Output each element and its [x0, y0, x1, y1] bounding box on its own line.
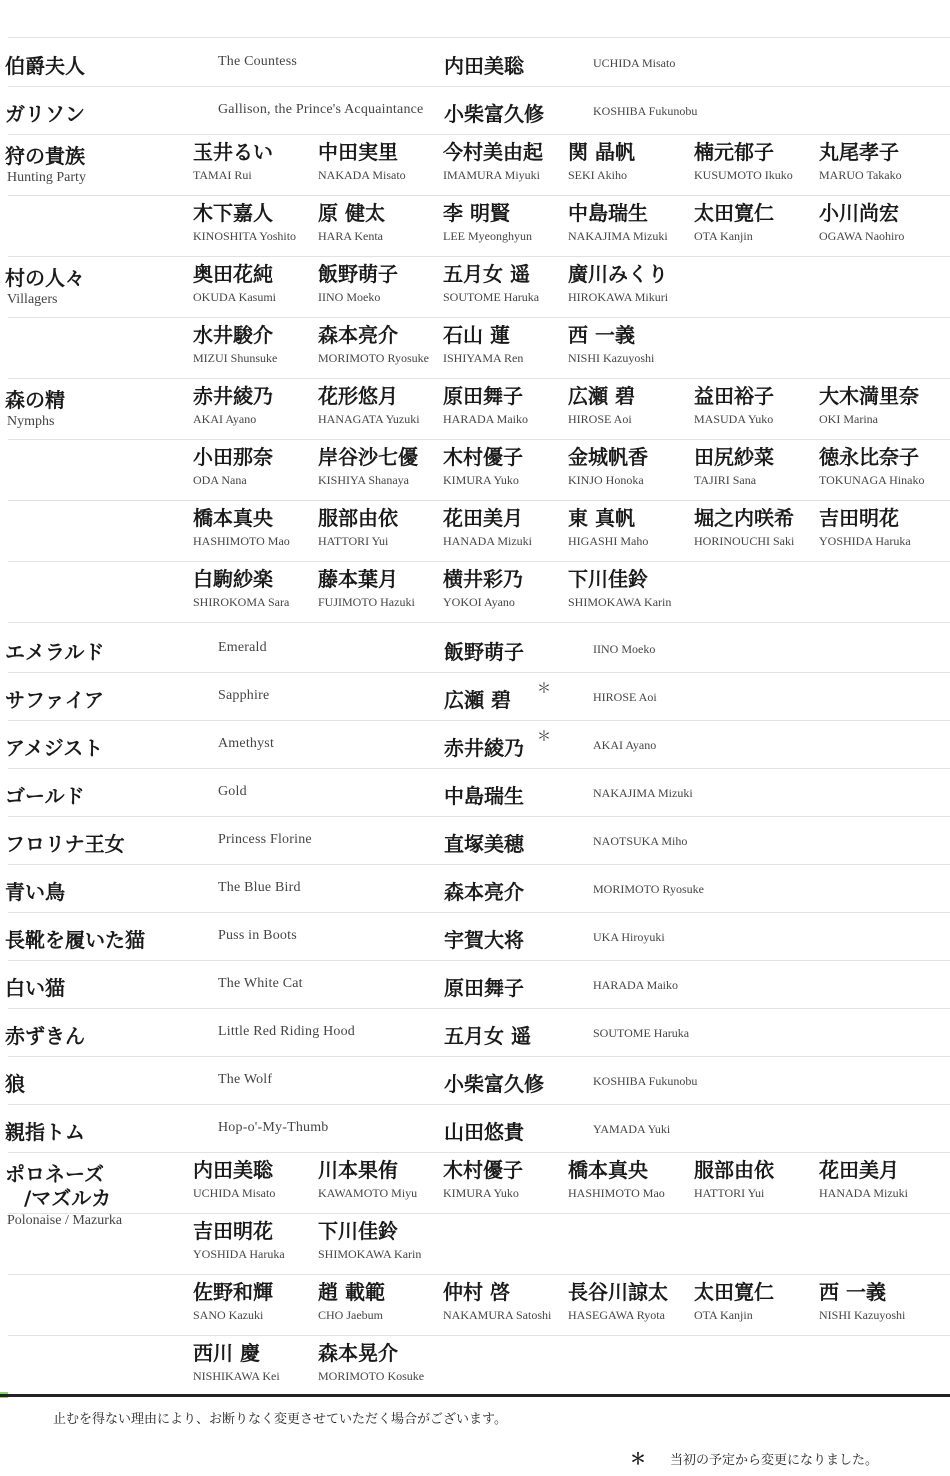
cast-name-jp: 中島瑞生 [444, 784, 524, 808]
cast-name-en: HIROSE Aoi [593, 690, 657, 704]
role-name-jp: 長靴を履いた猫 [5, 928, 145, 952]
cast-name-en: FUJIMOTO Hazuki [318, 595, 415, 609]
role-name-en: Little Red Riding Hood [218, 1024, 356, 1039]
cast-name-en: AKAI Ayano [193, 412, 257, 426]
role-name-en: The White Cat [218, 976, 303, 991]
cast-name-en: SHIROKOMA Sara [193, 595, 290, 609]
cast-name-en: UCHIDA Misato [193, 1186, 276, 1200]
cast-name-jp: 赤井綾乃 [193, 384, 273, 408]
cast-name-en: IINO Moeko [593, 642, 656, 656]
polonaise-cast-member [443, 1280, 567, 1322]
cast-name-en: HARADA Maiko [593, 978, 679, 992]
group-cast-member [568, 567, 692, 609]
group-cast-member [694, 201, 818, 243]
role-name-en: Amethyst [218, 736, 275, 751]
cast-name-en: SOUTOME Haruka [593, 1026, 690, 1040]
row-divider [8, 960, 950, 961]
cast-name-jp: 玉井るい [193, 140, 273, 164]
cast-name-jp: 木村優子 [443, 445, 523, 469]
cast-name-en: SHIMOKAWA Karin [568, 595, 672, 609]
cast-name-jp: 東 真帆 [568, 506, 635, 530]
group-cast-member [443, 567, 567, 609]
cast-name-en: UCHIDA Misato [593, 56, 676, 70]
group-cast-member [568, 140, 692, 182]
role-name-en: Hop-o'-My-Thumb [218, 1120, 329, 1135]
cast-name-jp: 廣川みくり [568, 262, 668, 286]
change-notice: 止むを得ない理由により、お断りなく変更させていただく場合がございます。 [53, 1412, 507, 1427]
group-cast-member [819, 506, 943, 548]
cast-name-jp: 赤井綾乃 [444, 736, 524, 760]
cast-name-en: OTA Kanjin [694, 229, 753, 243]
row-divider [8, 1056, 950, 1057]
cast-name-jp: 五月女 遥 [443, 262, 530, 286]
polonaise-cast-member [318, 1280, 442, 1322]
cast-name-jp: 広瀬 碧 [568, 384, 635, 408]
cast-name-jp: 吉田明花 [819, 506, 899, 530]
cast-name-jp: 岸谷沙七優 [318, 445, 418, 469]
cast-name-jp: 森本亮介 [318, 323, 398, 347]
role-name-en: Princess Florine [218, 832, 312, 847]
cast-name-jp: 下川佳鈴 [318, 1219, 398, 1243]
cast-name-en: HANADA Mizuki [819, 1186, 908, 1200]
cast-name-en: MASUDA Yuko [694, 412, 774, 426]
cast-name-jp: 木下嘉人 [193, 201, 273, 225]
cast-name-en: KAWAMOTO Miyu [318, 1186, 418, 1200]
cast-name-jp: 吉田明花 [193, 1219, 273, 1243]
role-name-en: Puss in Boots [218, 928, 297, 943]
role-name-en: Emerald [218, 640, 267, 655]
group-cast-member [193, 323, 317, 365]
cast-name-jp: 趙 載範 [318, 1280, 385, 1304]
group-cast-member [443, 140, 567, 182]
row-divider [8, 816, 950, 817]
cast-name-en: IMAMURA Miyuki [443, 168, 541, 182]
cast-name-jp: 森本晃介 [318, 1341, 398, 1365]
polonaise-cast-member [318, 1219, 442, 1261]
role-name-jp: ゴールド [5, 784, 85, 808]
group-cast-member [568, 262, 692, 304]
cast-name-en: HORINOUCHI Saki [694, 534, 795, 548]
cast-name-en: YOSHIDA Haruka [819, 534, 911, 548]
group-cast-member [318, 140, 442, 182]
group-cast-member [443, 201, 567, 243]
row-divider [8, 912, 950, 913]
cast-name-en: KINOSHITA Yoshito [193, 229, 297, 243]
cast-name-jp: 徳永比奈子 [819, 445, 919, 469]
group-cast-member [318, 506, 442, 548]
role-name-en: The Countess [218, 54, 298, 69]
polonaise-cast-member [694, 1280, 818, 1322]
cast-name-jp: 益田裕子 [694, 384, 774, 408]
group-cast-member [819, 201, 943, 243]
cast-name-en: HATTORI Yui [694, 1186, 765, 1200]
group-cast-member [694, 140, 818, 182]
group-cast-member [318, 323, 442, 365]
group-cast-member [819, 140, 943, 182]
row-divider [8, 561, 950, 562]
cast-name-jp: 木村優子 [443, 1158, 523, 1182]
polonaise-cast-member [568, 1158, 692, 1200]
group-cast-member [193, 140, 317, 182]
cast-name-en: MIZUI Shunsuke [193, 351, 278, 365]
role-name-jp: アメジスト [5, 736, 104, 760]
cast-name-jp: 森本亮介 [444, 880, 524, 904]
cast-name-en: YOKOI Ayano [443, 595, 515, 609]
role-name-en: Sapphire [218, 688, 270, 703]
cast-name-en: YAMADA Yuki [593, 1122, 671, 1136]
cast-name-en: KIMURA Yuko [443, 1186, 519, 1200]
group-cast-member [694, 384, 818, 426]
polonaise-cast-member [318, 1158, 442, 1200]
cast-name-en: KISHIYA Shanaya [318, 473, 409, 487]
group-title-jp: 森の精 [5, 388, 65, 412]
cast-name-jp: 金城帆香 [568, 445, 648, 469]
cast-name-jp: 飯野萌子 [318, 262, 398, 286]
group-cast-member [193, 262, 317, 304]
cast-name-jp: 内田美聡 [193, 1158, 273, 1182]
cast-name-jp: 原田舞子 [443, 384, 523, 408]
polonaise-cast-member [443, 1158, 567, 1200]
cast-name-jp: 丸尾孝子 [819, 140, 899, 164]
cast-name-en: KUSUMOTO Ikuko [694, 168, 793, 182]
cast-name-jp: 今村美由起 [443, 140, 543, 164]
cast-name-jp: 小田那奈 [193, 445, 273, 469]
cast-name-jp: 原田舞子 [444, 976, 524, 1000]
group-cast-member [568, 384, 692, 426]
cast-name-jp: 中田実里 [318, 140, 398, 164]
cast-name-jp: 川本果侑 [318, 1158, 398, 1182]
cast-name-en: NAKADA Misato [318, 168, 406, 182]
cast-name-en: HASHIMOTO Mao [568, 1186, 665, 1200]
row-divider [8, 1008, 950, 1009]
role-name-jp: 青い鳥 [5, 880, 65, 904]
cast-name-en: MORIMOTO Ryosuke [318, 351, 429, 365]
polonaise-cast-member [694, 1158, 818, 1200]
group-cast-member [568, 201, 692, 243]
cast-name-jp: 小柴富久修 [444, 102, 544, 126]
cast-name-jp: 五月女 遥 [444, 1024, 531, 1048]
change-mark: ＊ [537, 729, 551, 745]
cast-name-jp: 服部由依 [694, 1158, 774, 1182]
row-divider [8, 317, 950, 318]
footer-divider [0, 1394, 950, 1397]
cast-name-en: SEKI Akiho [568, 168, 628, 182]
cast-name-jp: 下川佳鈴 [568, 567, 648, 591]
polonaise-cast-member [819, 1158, 943, 1200]
cast-name-jp: 橋本真央 [568, 1158, 648, 1182]
cast-name-en: CHO Jaebum [318, 1308, 383, 1322]
group-title-jp: ポロネーズ [5, 1162, 104, 1186]
row-divider [8, 768, 950, 769]
cast-name-en: OKI Marina [819, 412, 878, 426]
polonaise-cast-member [193, 1158, 317, 1200]
row-divider [8, 256, 950, 257]
row-divider [8, 622, 950, 623]
group-cast-member [318, 384, 442, 426]
cast-name-en: IINO Moeko [318, 290, 381, 304]
cast-name-en: TOKUNAGA Hinako [819, 473, 925, 487]
cast-name-en: NAKAJIMA Mizuki [568, 229, 668, 243]
cast-name-jp: 広瀬 碧 [444, 688, 511, 712]
role-name-en: Gold [218, 784, 247, 799]
group-title-jp: /マズルカ [24, 1186, 112, 1210]
group-cast-member [443, 445, 567, 487]
role-name-jp: 伯爵夫人 [5, 54, 85, 78]
cast-name-jp: 直塚美穂 [444, 832, 524, 856]
cast-name-en: KOSHIBA Fukunobu [593, 104, 698, 118]
cast-name-en: UKA Hiroyuki [593, 930, 665, 944]
cast-name-en: HIGASHI Maho [568, 534, 649, 548]
cast-name-en: TAMAI Rui [193, 168, 252, 182]
group-cast-member [694, 445, 818, 487]
row-divider [8, 134, 950, 135]
polonaise-cast-member [193, 1219, 317, 1261]
cast-name-jp: 太田寛仁 [694, 1280, 774, 1304]
cast-name-jp: 李 明賢 [443, 201, 510, 225]
cast-name-en: NAKAJIMA Mizuki [593, 786, 693, 800]
role-name-jp: フロリナ王女 [5, 832, 125, 856]
row-divider [8, 864, 950, 865]
cast-name-en: MARUO Takako [819, 168, 902, 182]
cast-name-jp: 中島瑞生 [568, 201, 648, 225]
polonaise-cast-member [819, 1280, 943, 1322]
group-cast-member [193, 445, 317, 487]
row-divider [8, 672, 950, 673]
cast-name-jp: 山田悠貴 [444, 1120, 524, 1144]
group-cast-member [443, 384, 567, 426]
role-name-jp: 狼 [5, 1072, 25, 1096]
cast-name-en: OGAWA Naohiro [819, 229, 905, 243]
cast-name-en: HATTORI Yui [318, 534, 389, 548]
group-cast-member [193, 506, 317, 548]
cast-name-en: HARA Kenta [318, 229, 383, 243]
row-divider [8, 439, 950, 440]
group-title-jp: 狩の貴族 [5, 144, 85, 168]
cast-name-en: NISHI Kazuyoshi [819, 1308, 906, 1322]
cast-name-jp: 大木満里奈 [819, 384, 919, 408]
cast-name-en: HANAGATA Yuzuki [318, 412, 420, 426]
cast-name-jp: 楠元郁子 [694, 140, 774, 164]
group-cast-member [193, 201, 317, 243]
cast-name-jp: 田尻紗菜 [694, 445, 774, 469]
role-name-en: Gallison, the Prince's Acquaintance [218, 102, 424, 117]
row-divider [8, 37, 950, 38]
cast-name-en: KOSHIBA Fukunobu [593, 1074, 698, 1088]
cast-name-jp: 藤本葉月 [318, 567, 398, 591]
row-divider [8, 195, 950, 196]
cast-name-jp: 石山 蓮 [443, 323, 510, 347]
polonaise-cast-member [193, 1280, 317, 1322]
role-name-jp: エメラルド [5, 640, 105, 664]
row-divider [8, 1335, 950, 1336]
role-name-jp: ガリソン [5, 102, 85, 126]
group-cast-member [443, 262, 567, 304]
role-name-jp: 親指トム [5, 1120, 85, 1144]
cast-name-jp: 内田美聡 [444, 54, 524, 78]
group-cast-member [443, 506, 567, 548]
role-name-en: The Blue Bird [218, 880, 301, 895]
cast-name-en: OKUDA Kasumi [193, 290, 276, 304]
row-divider [8, 1213, 950, 1214]
cast-name-jp: 関 晶帆 [568, 140, 635, 164]
group-title-en: Polonaise / Mazurka [7, 1213, 123, 1228]
cast-name-jp: 仲村 啓 [443, 1280, 510, 1304]
cast-name-jp: 白駒紗楽 [193, 567, 273, 591]
group-cast-member [568, 506, 692, 548]
cast-name-en: HASEGAWA Ryota [568, 1308, 665, 1322]
cast-name-jp: 小川尚宏 [819, 201, 899, 225]
group-title-en: Nymphs [7, 414, 55, 429]
group-cast-member [318, 201, 442, 243]
polonaise-cast-member [568, 1280, 692, 1322]
row-divider [8, 378, 950, 379]
cast-name-en: MORIMOTO Ryosuke [593, 882, 704, 896]
cast-name-en: KINJO Honoka [568, 473, 644, 487]
cast-name-jp: 原 健太 [318, 201, 385, 225]
group-cast-member [694, 506, 818, 548]
role-name-jp: サファイア [5, 688, 104, 712]
cast-name-jp: 太田寛仁 [694, 201, 774, 225]
row-divider [8, 1152, 950, 1153]
cast-name-jp: 花田美月 [443, 506, 523, 530]
cast-name-en: NISHIKAWA Kei [193, 1369, 280, 1383]
cast-name-en: SANO Kazuki [193, 1308, 264, 1322]
cast-name-en: ODA Nana [193, 473, 247, 487]
group-cast-member [318, 262, 442, 304]
group-cast-member [193, 567, 317, 609]
cast-name-en: AKAI Ayano [593, 738, 657, 752]
cast-name-en: KIMURA Yuko [443, 473, 519, 487]
cast-name-en: HANADA Mizuki [443, 534, 532, 548]
cast-name-jp: 小柴富久修 [444, 1072, 544, 1096]
group-cast-member [819, 445, 943, 487]
group-title-en: Hunting Party [7, 170, 86, 185]
cast-name-jp: 西 一義 [819, 1280, 886, 1304]
cast-name-jp: 服部由依 [318, 506, 398, 530]
cast-name-jp: 西 一義 [568, 323, 635, 347]
cast-name-jp: 水井駿介 [193, 323, 273, 347]
cast-name-en: SOUTOME Haruka [443, 290, 540, 304]
cast-name-en: SHIMOKAWA Karin [318, 1247, 422, 1261]
cast-name-jp: 橋本真央 [193, 506, 273, 530]
group-cast-member [819, 384, 943, 426]
cast-name-jp: 佐野和輝 [193, 1280, 273, 1304]
change-note-mark: ＊ [630, 1449, 647, 1468]
change-note: 当初の予定から変更になりました。 [670, 1453, 879, 1468]
row-divider [8, 1104, 950, 1105]
cast-name-jp: 長谷川諒太 [568, 1280, 668, 1304]
row-divider [8, 500, 950, 501]
group-cast-member [193, 384, 317, 426]
group-cast-member [443, 323, 567, 365]
polonaise-cast-member [318, 1341, 442, 1383]
cast-name-en: HARADA Maiko [443, 412, 529, 426]
group-title-en: Villagers [7, 292, 58, 307]
row-divider [8, 86, 950, 87]
row-divider [8, 1274, 950, 1275]
cast-name-jp: 西川 慶 [193, 1341, 260, 1365]
cast-name-en: HIROSE Aoi [568, 412, 632, 426]
cast-name-jp: 宇賀大将 [444, 928, 524, 952]
cast-name-en: HASHIMOTO Mao [193, 534, 290, 548]
role-name-jp: 赤ずきん [5, 1024, 85, 1048]
polonaise-cast-member [193, 1341, 317, 1383]
cast-name-en: LEE Myeonghyun [443, 229, 532, 243]
cast-name-jp: 横井彩乃 [443, 567, 523, 591]
group-cast-member [568, 323, 692, 365]
role-name-jp: 白い猫 [5, 976, 65, 1000]
cast-name-en: HIROKAWA Mikuri [568, 290, 669, 304]
group-cast-member [318, 567, 442, 609]
cast-name-en: NAKAMURA Satoshi [443, 1308, 552, 1322]
group-title-jp: 村の人々 [5, 266, 85, 290]
cast-name-jp: 花田美月 [819, 1158, 899, 1182]
cast-name-en: YOSHIDA Haruka [193, 1247, 285, 1261]
change-mark: ＊ [537, 681, 551, 697]
cast-name-en: MORIMOTO Kosuke [318, 1369, 425, 1383]
cast-name-en: TAJIRI Sana [694, 473, 757, 487]
cast-name-jp: 奥田花純 [193, 262, 273, 286]
cast-name-en: NISHI Kazuyoshi [568, 351, 655, 365]
cast-name-jp: 花形悠月 [318, 384, 398, 408]
role-name-en: The Wolf [218, 1072, 273, 1087]
cast-name-en: ISHIYAMA Ren [443, 351, 524, 365]
row-divider [8, 720, 950, 721]
group-cast-member [568, 445, 692, 487]
cast-name-en: OTA Kanjin [694, 1308, 753, 1322]
group-cast-member [318, 445, 442, 487]
cast-name-jp: 飯野萌子 [444, 640, 524, 664]
cast-name-en: NAOTSUKA Miho [593, 834, 688, 848]
cast-name-jp: 堀之内咲希 [694, 506, 794, 530]
